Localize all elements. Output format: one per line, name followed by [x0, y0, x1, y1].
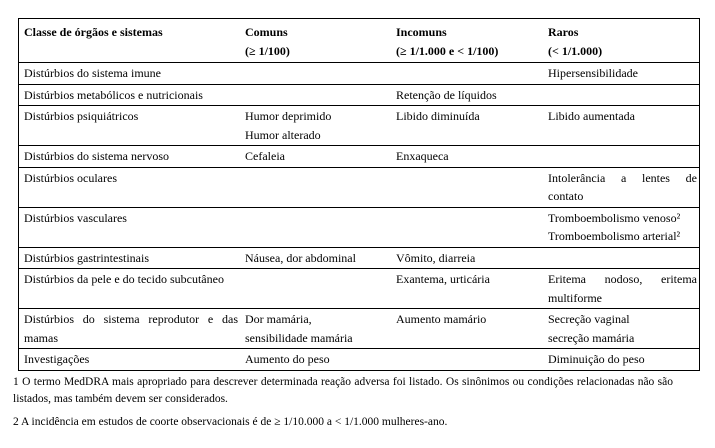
- cell-text: Secreção vaginal: [548, 312, 630, 326]
- footnote: 2 A incidência em estudos de coorte observacionais é de ≥ 1/10.000 a < 1/1.000 mulheres-ano.: [13, 415, 448, 428]
- reaction-cell: [240, 167, 391, 207]
- cell-text: sensibilidade mamária: [245, 330, 353, 345]
- cell-text: Diminuição do peso: [548, 352, 645, 366]
- header-row: [19, 19, 700, 63]
- column-header-title: Raros: [548, 25, 579, 39]
- table-row: [19, 309, 700, 349]
- cell-text: Distúrbios do sistema nervoso: [24, 149, 169, 163]
- cell-text: Dor mamária,: [245, 312, 312, 326]
- reaction-cell: [391, 146, 543, 168]
- table-body: [19, 63, 700, 371]
- column-header-frequency: (≥ 1/100): [245, 43, 290, 58]
- reaction-cell: [391, 247, 543, 269]
- table-row: [19, 146, 700, 168]
- table-row: [19, 269, 700, 309]
- organ-class-cell: [19, 247, 241, 269]
- reaction-cell: [240, 309, 391, 349]
- reaction-cell: [240, 269, 391, 309]
- column-header: [240, 19, 391, 63]
- cell-text: Distúrbios psiquiátricos: [24, 109, 139, 123]
- cell-text: Humor alterado: [245, 127, 321, 142]
- cell-text: Vômito, diarreia: [396, 250, 476, 265]
- table-row: [19, 106, 700, 146]
- reaction-cell: [391, 269, 543, 309]
- cell-text: secreção mamária: [548, 330, 635, 345]
- column-header-title: Incomuns: [396, 25, 447, 39]
- cell-text: Enxaqueca: [396, 149, 449, 163]
- column-header: [19, 19, 241, 63]
- organ-class-cell: [19, 63, 241, 85]
- reaction-cell: [240, 207, 391, 247]
- cell-text: Náusea, dor abdominal: [245, 250, 356, 265]
- footnote: 1 O termo MedDRA mais apropriado para descrever determinada reação adversa foi listado. Os sinônimos ou condições relacionadas não são listados, mas também devem ser considerados.: [13, 375, 673, 405]
- column-header: [543, 19, 700, 63]
- column-header: [391, 19, 543, 63]
- reaction-cell: [543, 146, 700, 168]
- reaction-cell: [391, 106, 543, 146]
- cell-text: Aumento mamário: [396, 312, 487, 326]
- reaction-cell: [240, 247, 391, 269]
- cell-text: Distúrbios oculares: [24, 170, 117, 185]
- cell-text: Tromboembolismo arterial²: [548, 229, 681, 243]
- organ-class-cell: [19, 207, 241, 247]
- reaction-cell: [543, 207, 700, 247]
- reaction-cell: [240, 63, 391, 85]
- reaction-cell: [391, 63, 543, 85]
- table-header: [19, 19, 700, 63]
- reaction-cell: [543, 349, 700, 371]
- organ-class-cell: [19, 106, 241, 146]
- column-header-title: Classe de órgãos e sistemas: [24, 25, 163, 39]
- cell-text: Exantema, urticária: [396, 272, 490, 286]
- reaction-cell: [391, 309, 543, 349]
- cell-text: Distúrbios da pele e do tecido subcutâneo: [24, 272, 224, 286]
- cell-text: Investigações: [24, 352, 90, 366]
- organ-class-cell: [19, 146, 241, 168]
- organ-class-cell: [19, 84, 241, 106]
- organ-class-cell: [19, 349, 241, 371]
- reaction-cell: [543, 309, 700, 349]
- organ-class-cell: [19, 309, 241, 349]
- column-header-title: Comuns: [245, 25, 288, 39]
- reaction-cell: [240, 106, 391, 146]
- reaction-cell: [240, 146, 391, 168]
- reaction-cell: [543, 63, 700, 85]
- cell-text: Libido aumentada: [548, 109, 635, 123]
- cell-text: Hipersensibilidade: [548, 66, 638, 80]
- reaction-cell: [543, 84, 700, 106]
- table-row: [19, 207, 700, 247]
- cell-text: Humor deprimido: [245, 109, 332, 123]
- cell-text: Distúrbios do sistema reprodutor e das mamas: [24, 312, 238, 345]
- cell-text: Intolerância a lentes de contato: [548, 170, 697, 203]
- table-row: [19, 247, 700, 269]
- reaction-cell: [391, 167, 543, 207]
- adverse-reactions-table: [18, 18, 700, 371]
- reaction-cell: [240, 349, 391, 371]
- cell-text: Libido diminuída: [396, 109, 480, 123]
- reaction-cell: [391, 349, 543, 371]
- cell-text: Cefaleia: [245, 149, 285, 163]
- reaction-cell: [543, 106, 700, 146]
- reaction-cell: [543, 167, 700, 207]
- organ-class-cell: [19, 269, 241, 309]
- table-row: [19, 84, 700, 106]
- footnotes: [13, 374, 673, 432]
- organ-class-cell: [19, 167, 241, 207]
- cell-text: Eritema nodoso, eritema multiforme: [548, 272, 697, 305]
- cell-text: Distúrbios gastrintestinais: [24, 250, 149, 265]
- reaction-cell: [391, 207, 543, 247]
- table-row: [19, 349, 700, 371]
- table-row: [19, 167, 700, 207]
- reaction-cell: [543, 247, 700, 269]
- column-header-frequency: (≥ 1/1.000 e < 1/100): [396, 43, 499, 58]
- cell-text: Tromboembolismo venoso²: [548, 210, 681, 225]
- cell-text: Retenção de líquidos: [396, 87, 497, 102]
- cell-text: Distúrbios metabólicos e nutricionais: [24, 87, 203, 102]
- cell-text: Distúrbios vasculares: [24, 210, 127, 225]
- cell-text: Distúrbios do sistema imune: [24, 66, 161, 80]
- reaction-cell: [240, 84, 391, 106]
- cell-text: Aumento do peso: [245, 352, 330, 366]
- document: [13, 18, 697, 431]
- table-row: [19, 63, 700, 85]
- column-header-frequency: (< 1/1.000): [548, 43, 603, 58]
- reaction-cell: [543, 269, 700, 309]
- reaction-cell: [391, 84, 543, 106]
